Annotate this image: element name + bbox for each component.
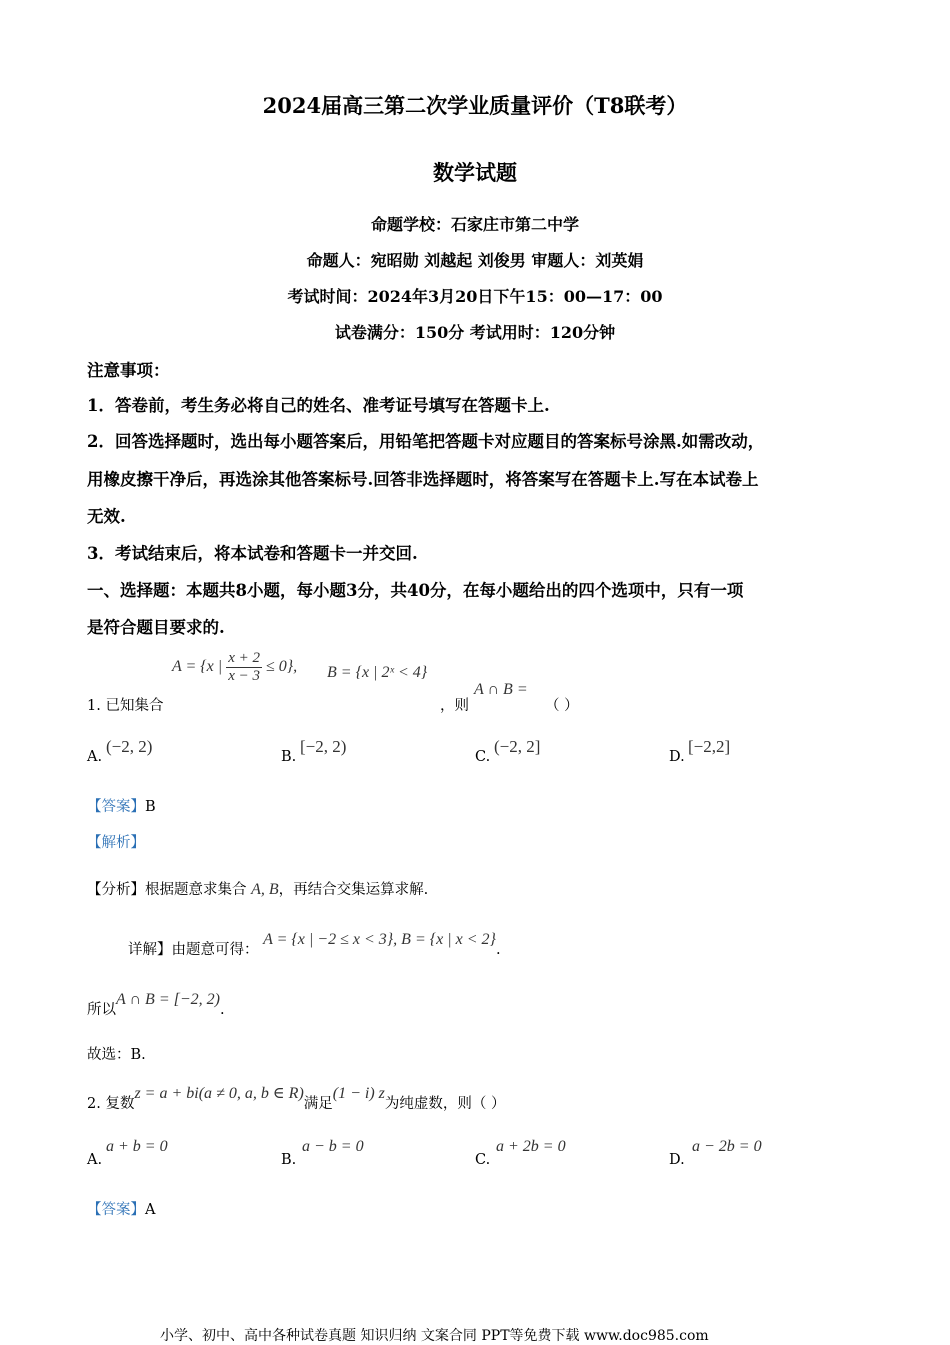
- q2-option-d-label: D.: [669, 1152, 685, 1168]
- notice-heading: 注意事项：: [87, 361, 170, 380]
- q1-option-d-label: D.: [669, 749, 685, 765]
- q2-option-d-value: a − 2b = 0: [692, 1138, 762, 1155]
- q1-set-b: B = {x | 2ˣ < 4}: [327, 664, 428, 681]
- section-1-line-2: 是符合题目要求的.: [87, 618, 225, 637]
- notice-item-1: 1．答卷前，考生务必将自己的姓名、准考证号填写在答题卡上.: [87, 396, 550, 415]
- q1-option-d-value: [−2,2]: [688, 737, 731, 756]
- notice-item-2-line-2: 用橡皮擦干净后，再选涂其他答案标号.回答非选择题时，将答案写在答题卡上.写在本试卷上: [87, 470, 759, 489]
- q1-option-a-label: A.: [87, 749, 103, 765]
- q1-analysis-tag: 【解析】: [87, 835, 145, 851]
- q1-fraction: $\frac{x + 2}{x - 3}$: [228, 650, 260, 684]
- section-1-line-1: 一、选择题：本题共8小题，每小题3分，共40分，在每小题给出的四个选项中，只有一项: [87, 581, 744, 600]
- authors-line: 命题人：宛昭勋 刘越起 刘俊男 审题人：刘英娟: [306, 251, 644, 270]
- q1-blank: （ ）: [545, 698, 579, 714]
- q2-answer: [87, 1198, 155, 1219]
- q1-then: ，则: [440, 698, 469, 714]
- q2-option-b-value: a − b = 0: [302, 1138, 364, 1155]
- q1-choose: 故选：B.: [87, 1047, 146, 1063]
- fenxi-tag: 【分析】: [87, 882, 145, 898]
- notice-item-2-line-3: 无效.: [87, 507, 126, 526]
- q1-fenxi: 【分析】根据题意求集合 A, B，再结合交集运算求解.: [87, 881, 429, 898]
- exam-title: 2024届高三第二次学业质量评价（T8联考）: [262, 93, 688, 118]
- q2-option-a-label: A.: [87, 1152, 103, 1168]
- q2-option-b-label: B.: [281, 1152, 297, 1168]
- q2-z-definition: z = a + bi(a ≠ 0, a, b ∈ R): [134, 1085, 304, 1102]
- q1-expression: A ∩ B =: [474, 681, 528, 698]
- q2-option-a-value: a + b = 0: [106, 1138, 168, 1155]
- q1-option-b-label: B.: [281, 749, 297, 765]
- answer-tag: 【答案】: [87, 1202, 145, 1218]
- notice-item-3: 3．考试结束后，将本试卷和答题卡一并交回.: [87, 544, 418, 563]
- notice-item-2-line-1: 2．回答选择题时，选出每小题答案后，用铅笔把答题卡对应题目的答案标号涂黑.如需改动，: [87, 432, 765, 451]
- answer-value: B: [145, 799, 156, 815]
- q1-option-a-value: (−2, 2): [106, 737, 153, 756]
- school-line: 命题学校：石家庄市第二中学: [370, 215, 579, 234]
- q1-detail: 详解】由题意可得： A = {x | −2 ≤ x < 3}, B = {x | x < 2}.: [128, 931, 501, 958]
- answer-tag: 【答案】: [87, 799, 145, 815]
- q1-answer: [87, 795, 156, 816]
- q1-so: 所以A ∩ B = [−2, 2).: [87, 991, 225, 1018]
- q1-option-c-value: (−2, 2]: [494, 737, 541, 756]
- so-math: A ∩ B = [−2, 2): [116, 991, 220, 1008]
- q2-option-c-label: C.: [475, 1152, 491, 1168]
- q2-option-c-value: a + 2b = 0: [496, 1138, 566, 1155]
- q2-expression: (1 − i) z: [332, 1085, 385, 1102]
- exam-time-line: 考试时间：2024年3月20日下午15：00—17：00: [287, 287, 663, 306]
- score-time-line: 试卷满分：150分 考试用时：120分钟: [334, 323, 616, 342]
- detail-math: A = {x | −2 ≤ x < 3}, B = {x | x < 2}: [263, 931, 496, 948]
- answer-value: A: [145, 1202, 156, 1218]
- page-footer: 小学、初中、高中各种试卷真题 知识归纳 文案合同 PPT等免费下载 www.doc985.com: [160, 1328, 709, 1344]
- q1-option-b-value: [−2, 2): [300, 737, 347, 756]
- q2-stem: 2. 复数z = a + bi(a ≠ 0, a, b ∈ R)满足(1 − i) z为纯虚数，则（ ）: [87, 1085, 506, 1112]
- q1-prefix: 1. 已知集合: [87, 698, 164, 714]
- q1-set-a: A = {x | $\frac{x + 2}{x - 3}$ ≤ 0},: [172, 650, 298, 684]
- subject-title: 数学试题: [433, 160, 517, 185]
- q1-option-c-label: C.: [475, 749, 491, 765]
- fenxi-sets: A, B: [251, 881, 279, 898]
